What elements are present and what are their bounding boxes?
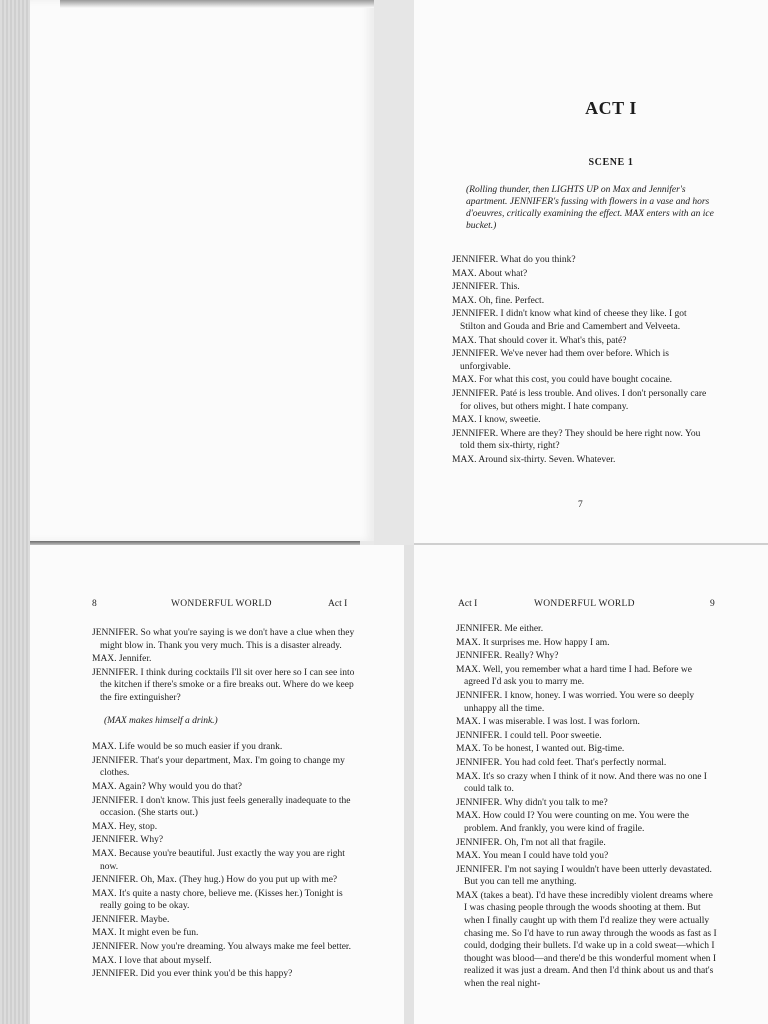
dialogue-line: MAX. For what this cost, you could have bought cocaine. [452, 375, 673, 386]
blank-page [30, 0, 374, 541]
dialogue-line: JENNIFER. I don't know. This just feels generally inadequate to the occasion. (She starts out.) [92, 795, 351, 819]
dialogue-line: JENNIFER. Now you're dreaming. You always make me feel better. [92, 942, 351, 953]
dialogue-line: MAX. How could I? You were counting on me. You were the problem. And frankly, you were kind of fragile. [456, 811, 689, 834]
dialogue-line: MAX. That should cover it. What's this, paté? [452, 335, 627, 346]
running-title: WONDERFUL WORLD [534, 599, 635, 609]
dialogue-block [456, 623, 718, 992]
dialogue-line: MAX. Well, you remember what a hard time I had. Before we agreed I'd ask you to marry me. [456, 664, 692, 688]
dialogue-line: JENNIFER. We've never had them over before. Which is unforgivable. [452, 349, 669, 372]
dialogue-line: JENNIFER. Oh, I'm not all that fragile. [456, 837, 606, 848]
dialogue-line: JENNIFER. Me either. [456, 624, 544, 634]
dialogue-line: JENNIFER. Really? Why? [456, 651, 559, 662]
dialogue-line: MAX. Oh, fine. Perfect. [452, 295, 545, 306]
dialogue-block [452, 254, 714, 468]
dialogue-line: MAX. It surprises me. How happy I am. [456, 637, 610, 648]
dialogue-line: MAX. I was miserable. I was lost. I was forlorn. [456, 717, 640, 728]
page-gap [374, 0, 414, 545]
dialogue-line: MAX. It's quite a nasty chore, believe me. (Kisses her.) Tonight is really going to be okay. [92, 888, 343, 912]
dialogue-line: MAX. Hey, stop. [92, 821, 158, 832]
dialogue-line: JENNIFER. Maybe. [92, 914, 170, 925]
dialogue-line: JENNIFER. That's your department, Max. I'm going to change my clothes. [92, 755, 345, 779]
dialogue-line: JENNIFER. I think during cocktails I'll sit over here so I can see into the kitchen if there's smoke or a fire breaks out. Where do we keep the fire extinguisher? [92, 667, 355, 703]
dialogue-line: MAX. It might even be fun. [92, 928, 199, 939]
dialogue-line: JENNIFER. Did you ever think you'd be this happy? [92, 969, 293, 980]
page-eight [30, 545, 404, 1024]
dialogue-block [92, 627, 364, 982]
page-number: 7 [578, 500, 583, 510]
page-top-shadow [60, 0, 374, 8]
act-label: Act I [458, 599, 478, 609]
page-nine [414, 545, 768, 1024]
dialogue-line: JENNIFER. You had cold feet. That's perfectly normal. [456, 757, 667, 768]
dialogue-line: JENNIFER. I'm not saying I wouldn't have been utterly devastated. But you can tell me anything. [456, 864, 712, 888]
dialogue-line: MAX. You mean I could have told you? [456, 851, 609, 862]
dialogue-line: JENNIFER. Where are they? They should be here right now. You told them six-thirty, right? [452, 428, 701, 452]
dialogue-line: MAX. To be honest, I wanted out. Big-time. [456, 744, 625, 755]
running-title: WONDERFUL WORLD [171, 599, 272, 609]
page-number: 8 [92, 599, 97, 609]
dialogue-line: MAX (takes a beat). I'd have these incredibly violent dreams where I was chasing people through the woods shooting at them. But when I finally caught up with them I'd realize they were actually chasing me. So I'd have to run away through the woods as fast as I could, dodging their bullets. I'd wake up in a cold sweat—which I thought was blood—and there'd be this wonderful moment when I realized it was just a dream. And then I'd think about us and that's when the real night- [456, 890, 717, 990]
dialogue-line: JENNIFER. I know, honey. I was worried. You were so deeply unhappy all the time. [456, 690, 695, 714]
dialogue-line: MAX. Jennifer. [92, 654, 152, 665]
dialogue-line: JENNIFER. What do you think? [452, 255, 576, 265]
dialogue-line: MAX. It's so crazy when I think of it now. And there was no one I could talk to. [456, 771, 707, 795]
page-number: 9 [710, 599, 715, 609]
act-one-page [414, 0, 768, 543]
scene-title: SCENE 1 [588, 157, 634, 168]
dialogue-line: MAX. About what? [452, 268, 528, 279]
dialogue-line: MAX. I know, sweetie. [452, 415, 541, 426]
stage-direction: (MAX makes himself a drink.) [104, 715, 218, 726]
dialogue-line: JENNIFER. Why? [92, 835, 164, 846]
dialogue-line: MAX. Life would be so much easier if you drank. [92, 742, 283, 753]
dialogue-line: JENNIFER. Oh, Max. (They hug.) How do you put up with me? [92, 875, 338, 886]
act-label: Act I [328, 599, 348, 609]
dialogue-line: JENNIFER. I could tell. Poor sweetie. [456, 730, 602, 741]
dialogue-line: JENNIFER. I didn't know what kind of cheese they like. I got Stilton and Gouda and Brie and Camembert and Velveeta. [452, 309, 687, 332]
page-gap-lower [404, 545, 414, 1024]
dialogue-line: MAX. I love that about myself. [92, 955, 212, 966]
dialogue-line: MAX. Because you're beautiful. Just exactly the way you are right now. [92, 848, 345, 872]
binding-edge-left [0, 0, 30, 1024]
dialogue-line: JENNIFER. This. [452, 282, 520, 293]
dialogue-line: MAX. Around six-thirty. Seven. Whatever. [452, 454, 616, 465]
dialogue-line: JENNIFER. Why didn't you talk to me? [456, 797, 608, 808]
opening-stage-direction: (Rolling thunder, then LIGHTS UP on Max and Jennifer's apartment. JENNIFER's fussing with flowers in a vase and hors d'oeuvres, critically examining the effect. MAX enters with an ice bucket.) [466, 185, 714, 231]
dialogue-line: JENNIFER. So what you're saying is we don't have a clue when they might blow in. Thank you very much. This is a disaster already. [92, 628, 355, 651]
dialogue-line: JENNIFER. Paté is less trouble. And olives. I don't personally care for olives, but others might. I hate company. [452, 388, 707, 412]
dialogue-line: MAX. Again? Why would you do that? [92, 781, 242, 792]
act-title: ACT I [585, 98, 637, 118]
